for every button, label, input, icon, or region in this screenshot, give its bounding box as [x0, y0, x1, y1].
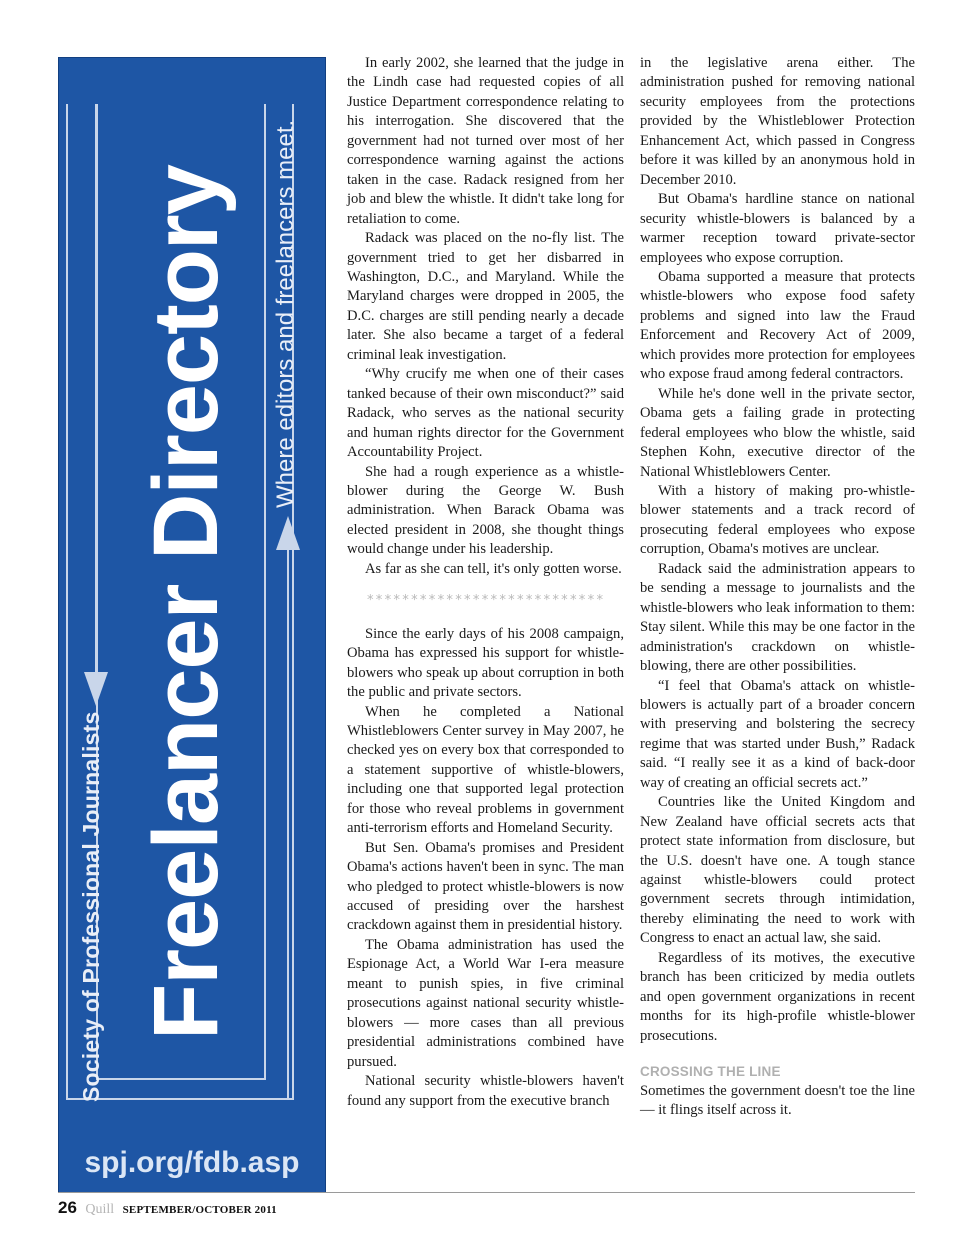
paragraph: Regardless of its motives, the executive branch has been criticized by media outlets and open government organizations in recent months for its high-profile whistle-blower prosecutions. — [640, 949, 915, 1044]
section-subhead: CROSSING THE LINE — [640, 1064, 781, 1080]
paragraph: in the legislative arena either. The administration pushed for removing national security employees from the protections provided by the Whistleblower Protection Enhancement Act, which passed in Congress before it was killed by an anonymous hold in December 2010. — [640, 55, 915, 188]
paragraph: “Why crucify me when one of their cases tanked because of their own misconduct?” said Radack, who serves as the national security and human rights director for the Government Accountability Project. — [347, 366, 624, 461]
paragraph: But Sen. Obama's promises and President Obama's actions haven't been in sync. The man who pledged to protect whistle-blowers is now accused of presiding over the harshest crackdown against them in presidential history. — [347, 839, 624, 934]
article-column-2 — [640, 54, 915, 1120]
paragraph: With a history of making pro-whistle-blower statements and a track record of prosecuting federal employees who expose corruption, Obama's motives are unclear. — [640, 482, 915, 558]
paragraph: In early 2002, she learned that the judge in the Lindh case had requested copies of all Justice Department correspondence relating to his interrogation. She discovered that the government had not turned over most of her correspondence warning against the actions taken in the case. Radack resigned from her job and blew the whistle. It didn't take long for retaliation to come. — [347, 55, 624, 227]
down-arrow-icon — [84, 672, 108, 706]
footer-rule — [58, 1192, 915, 1193]
paragraph: When he completed a National Whistleblowers Center survey in May 2007, he checked yes on every box that corresponded to a statement supportive of whistle-blowers, including one that supported legal protection for those who reveal problems in government anti-terrorism efforts and Homeland Security. — [347, 703, 624, 837]
paragraph: But Obama's hardline stance on national security whistle-blowers is balanced by a warmer reception toward private-sector employees who expose corruption. — [640, 191, 915, 266]
magazine-name: Quill — [85, 1202, 115, 1217]
paragraph: Obama supported a measure that protects whistle-blowers who expose food safety problems and signed into law the Fraud Enforcement and Recovery Act of 2009, which provides more protection for employees who expose fraud among federal contractors. — [640, 268, 915, 383]
section-divider: *************************** — [366, 593, 605, 609]
page-footer — [58, 1198, 277, 1218]
paragraph: Countries like the United Kingdom and New Zealand have official secrets acts that protect state information from disclosure, but the U.S. doesn't have one. A tough stance against whistle-blowers could protect government secrets through intimidation, thereby eliminating the need to work with Congress to enact an actual law, she said. — [640, 794, 915, 947]
paragraph: Radack said the administration appears to be sending a message to journalists and the whistle-blowers who leak information to them: Stay silent. While this may be one factor in the administration's crackdown on whistle-blowing, there are other possibilities. — [640, 560, 915, 675]
paragraph: Since the early days of his 2008 campaign, Obama has expressed his support for whistle-blowers who speak up about corruption in both the public and private sectors. — [347, 625, 624, 701]
down-arrow-shaft — [95, 104, 97, 674]
issue-date: SEPTEMBER/OCTOBER 2011 — [122, 1204, 277, 1216]
paragraph: She had a rough experience as a whistle-blower during the George W. Bush administration. When Barack Obama was elected president in 2008, she thought things would change under his leadership. — [347, 463, 624, 558]
paragraph: Radack was placed on the no-fly list. The government tried to get her disbarred in Washington, D.C., and Maryland. While the Maryland charges were dropped in 2005, the D.C. charges are still pending nearly a decade later. She also became a target of a federal criminal leak investigation. — [347, 230, 624, 363]
paragraph: As far as she can tell, it's only gotten worse. — [365, 560, 622, 577]
paragraph: Sometimes the government doesn't toe the line — it flings itself across it. — [640, 1082, 915, 1119]
page-number: 26 — [58, 1198, 77, 1217]
paragraph: The Obama administration has used the Espionage Act, a World War I-era measure meant to punish spies, in five criminal prosecutions against national security whistle-blowers — more cases than all previous presidential administrations combined have pursued. — [347, 936, 624, 1070]
paragraph: “I feel that Obama's attack on whistle-blowers is actually part of a broader concern with preserving and bolstering the secrecy regime that was started under Bush,” Radack said. “I really see it as a kind of back-door way of creating an official secrets act.” — [640, 677, 915, 791]
ad-organization-name: Society of Professional Journalists — [78, 711, 104, 1102]
paragraph: National security whistle-blowers haven't found any support from the executive branch — [347, 1073, 624, 1109]
paragraph: While he's done well in the private sector, Obama gets a failing grade in protecting federal employees who blow the whistle, said Stephen Kohn, executive director of the National Whistleblowers Center. — [640, 385, 915, 480]
up-arrow-icon — [276, 516, 300, 550]
ad-title: Freelancer Directory — [135, 165, 237, 1040]
up-arrow-shaft — [287, 548, 289, 1100]
ad-tagline: Where editors and freelancers meet. — [272, 119, 299, 508]
ad-url-link[interactable]: spj.org/fdb.asp — [84, 1146, 300, 1179]
article-column-1 — [347, 54, 624, 1111]
